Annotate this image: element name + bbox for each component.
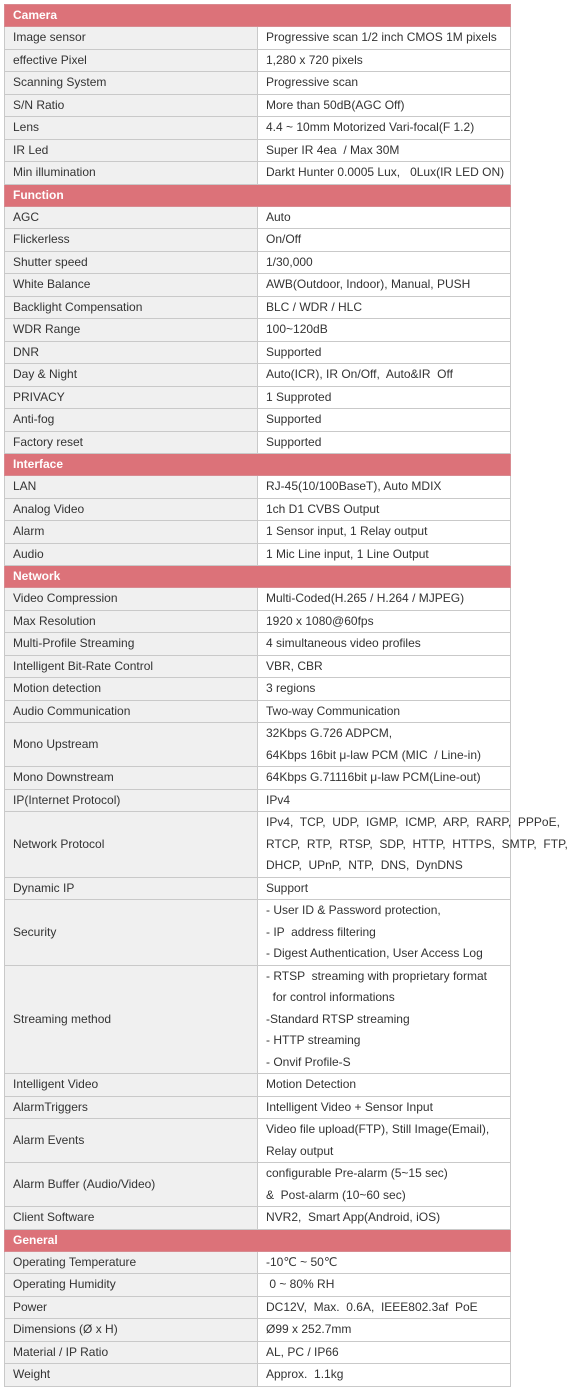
spec-value-line: -10℃ ~ 50℃ [266,1254,338,1269]
spec-row [5,678,511,701]
spec-label: Image sensor [5,27,258,50]
spec-label: IR Led [5,139,258,162]
spec-label: Mono Downstream [5,767,258,790]
spec-row [5,610,511,633]
spec-value [258,1207,511,1230]
spec-value-line: Auto [266,209,291,224]
spec-row [5,767,511,790]
spec-value [258,1274,511,1297]
spec-value-line: DC12V, Max. 0.6A, IEEE802.3af PoE [266,1299,478,1314]
spec-value-line: -Standard RTSP streaming [266,1011,410,1026]
spec-value [258,476,511,499]
spec-table [4,4,568,1387]
spec-value-line: - RTSP streaming with proprietary format [266,968,487,983]
spec-value-line: 1/30,000 [266,254,313,269]
spec-value [258,1364,511,1387]
section-header-camera [5,5,511,27]
spec-row [5,274,511,297]
spec-value [258,139,511,162]
spec-value [258,633,511,656]
spec-value-line: 64Kbps 16bit μ-law PCM (MIC / Line-in) [266,747,481,762]
spec-value-line: - Digest Authentication, User Access Log [266,946,483,960]
spec-row [5,965,511,1074]
spec-value [258,1119,511,1163]
spec-label: Shutter speed [5,251,258,274]
spec-label: Backlight Compensation [5,296,258,319]
spec-value [258,319,511,342]
spec-label: Intelligent Bit-Rate Control [5,655,258,678]
spec-row [5,633,511,656]
spec-row [5,162,511,185]
spec-label: Factory reset [5,431,258,454]
spec-row [5,296,511,319]
spec-value [258,877,511,900]
spec-row [5,341,511,364]
spec-value [258,700,511,723]
spec-value [258,409,511,432]
spec-row [5,386,511,409]
spec-value-line: BLC / WDR / HLC [266,299,363,314]
spec-value [258,1074,511,1097]
spec-value-line: - Onvif Profile-S [266,1054,351,1069]
spec-value [258,965,511,1074]
spec-value [258,900,511,966]
spec-value-line: Progressive scan 1/2 inch CMOS 1M pixels [266,30,497,44]
spec-value-line: for control informations [266,990,395,1004]
spec-label: Operating Temperature [5,1251,258,1274]
spec-value-line: Multi-Coded(H.265 / H.264 / MJPEG) [266,591,465,605]
spec-row [5,1364,511,1387]
spec-value [258,1096,511,1119]
spec-value-line: AL, PC / IP66 [266,1344,339,1359]
spec-row [5,1207,511,1230]
spec-label: Dimensions (Ø x H) [5,1319,258,1342]
spec-value-line: - User ID & Password protection, [266,903,441,917]
spec-value [258,274,511,297]
spec-row [5,1319,511,1342]
spec-value-line: Auto(ICR), IR On/Off, Auto&IR Off [266,367,453,381]
spec-row [5,364,511,387]
spec-row [5,789,511,812]
spec-value-line: Ø99 x 252.7mm [266,1322,352,1336]
spec-row [5,1074,511,1097]
spec-value-line: 1 Mic Line input, 1 Line Output [266,546,429,561]
spec-value [258,1296,511,1319]
spec-value-line: & Post-alarm (10~60 sec) [266,1187,406,1202]
spec-row [5,139,511,162]
spec-value [258,767,511,790]
spec-row [5,476,511,499]
spec-value-line: - IP address filtering [266,924,376,939]
spec-label: Dynamic IP [5,877,258,900]
spec-row [5,206,511,229]
spec-row [5,543,511,566]
spec-value-line: Support [266,880,309,895]
spec-label: WDR Range [5,319,258,342]
spec-value-line: 1 Sensor input, 1 Relay output [266,524,428,538]
spec-label: Alarm Events [5,1119,258,1163]
spec-label: effective Pixel [5,49,258,72]
spec-value-line: 4 simultaneous video profiles [266,636,421,650]
spec-label: S/N Ratio [5,94,258,117]
spec-value-line: 1920 x 1080@60fps [266,613,374,628]
spec-label: Audio Communication [5,700,258,723]
spec-row [5,498,511,521]
spec-row [5,723,511,767]
spec-row [5,877,511,900]
section-title: General [5,1229,511,1251]
spec-value [258,27,511,50]
spec-value-line: 3 regions [266,681,316,695]
spec-value [258,49,511,72]
spec-value-line: 64Kbps G.71116bit μ-law PCM(Line-out) [266,770,481,784]
spec-value [258,723,511,767]
spec-label: Max Resolution [5,610,258,633]
spec-label: Streaming method [5,965,258,1074]
spec-label: Lens [5,117,258,140]
spec-value [258,1163,511,1207]
spec-label: PRIVACY [5,386,258,409]
spec-value-line: RTCP, RTP, RTSP, SDP, HTTP, HTTPS, SMTP, FTP, [266,836,568,851]
spec-value-line: 0 ~ 80% RH [266,1277,335,1291]
spec-value-line: Two-way Communication [266,703,401,718]
spec-value [258,789,511,812]
spec-label: Security [5,900,258,966]
spec-label: AlarmTriggers [5,1096,258,1119]
spec-label: Power [5,1296,258,1319]
spec-value [258,364,511,387]
spec-value-line: Video file upload(FTP), Still Image(Email), [266,1122,490,1136]
spec-value-line: 100~120dB [266,322,328,336]
section-header-general [5,1229,511,1251]
spec-label: Client Software [5,1207,258,1230]
spec-value-line: 1,280 x 720 pixels [266,52,363,67]
spec-row [5,900,511,966]
spec-row [5,700,511,723]
spec-value [258,1319,511,1342]
spec-value-line: Progressive scan [266,75,359,89]
spec-value [258,498,511,521]
spec-row [5,251,511,274]
spec-row [5,117,511,140]
spec-label: Audio [5,543,258,566]
spec-label: IP(Internet Protocol) [5,789,258,812]
spec-value [258,386,511,409]
spec-label: Motion detection [5,678,258,701]
spec-label: Mono Upstream [5,723,258,767]
spec-value-line: IPv4, TCP, UDP, IGMP, ICMP, ARP, RARP, PPPoE, [266,815,560,829]
spec-value-line: 4.4 ~ 10mm Motorized Vari-focal(F 1.2) [266,120,475,134]
section-title: Interface [5,454,511,476]
spec-value [258,431,511,454]
spec-value-line: Super IR 4ea / Max 30M [266,142,400,157]
spec-value-line: VBR, CBR [266,658,323,673]
spec-label: Flickerless [5,229,258,252]
spec-value-line: RJ-45(10/100BaseT), Auto MDIX [266,479,442,493]
spec-row [5,319,511,342]
spec-value-line: Darkt Hunter 0.0005 Lux, 0Lux(IR LED ON) [266,165,505,179]
spec-value-line: 1 Supproted [266,389,332,404]
spec-row [5,431,511,454]
spec-value-line: - HTTP streaming [266,1033,361,1047]
spec-table-body [5,5,568,1387]
spec-label: Material / IP Ratio [5,1341,258,1364]
spec-label: Weight [5,1364,258,1387]
spec-value [258,1251,511,1274]
spec-value-line: Relay output [266,1143,334,1158]
spec-row [5,27,511,50]
section-title: Network [5,566,511,588]
spec-row [5,94,511,117]
spec-label: Alarm Buffer (Audio/Video) [5,1163,258,1207]
spec-row [5,1296,511,1319]
spec-label: Day & Night [5,364,258,387]
spec-label: Alarm [5,521,258,544]
spec-value [258,117,511,140]
spec-value [258,678,511,701]
spec-value [258,206,511,229]
spec-row [5,1274,511,1297]
spec-value-line: On/Off [266,232,302,246]
spec-value [258,655,511,678]
spec-label: Intelligent Video [5,1074,258,1097]
spec-label: White Balance [5,274,258,297]
spec-row [5,812,511,878]
spec-value [258,296,511,319]
spec-value [258,251,511,274]
spec-label: Min illumination [5,162,258,185]
spec-value [258,72,511,95]
spec-value-line: AWB(Outdoor, Indoor), Manual, PUSH [266,277,471,291]
spec-label: Analog Video [5,498,258,521]
spec-value [258,610,511,633]
spec-value [258,1341,511,1364]
spec-value [258,521,511,544]
spec-row [5,521,511,544]
spec-value [258,94,511,117]
spec-value-line: Supported [266,412,322,426]
spec-value [258,543,511,566]
spec-value-line: 32Kbps G.726 ADPCM, [266,726,393,740]
spec-row [5,1251,511,1274]
spec-value [258,162,511,185]
spec-label: LAN [5,476,258,499]
spec-value [258,341,511,364]
spec-value [258,229,511,252]
spec-value-line: 1ch D1 CVBS Output [266,501,380,516]
section-header-function [5,184,511,206]
spec-row [5,1341,511,1364]
spec-value-line: configurable Pre-alarm (5~15 sec) [266,1166,448,1180]
spec-value [258,588,511,611]
spec-label: Network Protocol [5,812,258,878]
spec-value [258,812,568,878]
spec-row [5,655,511,678]
spec-label: Scanning System [5,72,258,95]
spec-value-line: NVR2, Smart App(Android, iOS) [266,1210,441,1224]
spec-row [5,1163,511,1207]
spec-label: Video Compression [5,588,258,611]
spec-value-line: Motion Detection [266,1077,357,1091]
section-header-interface [5,454,511,476]
spec-value-line: More than 50dB(AGC Off) [266,97,405,112]
spec-value-line: Approx. 1.1kg [266,1367,344,1381]
spec-label: DNR [5,341,258,364]
section-title: Function [5,184,511,206]
spec-value-line: Supported [266,344,322,359]
spec-row [5,409,511,432]
spec-row [5,1096,511,1119]
spec-value-line: IPv4 [266,792,291,807]
spec-row [5,1119,511,1163]
spec-row [5,229,511,252]
spec-value-line: Supported [266,434,322,449]
spec-label: Multi-Profile Streaming [5,633,258,656]
spec-row [5,49,511,72]
spec-value-line: DHCP, UPnP, NTP, DNS, DynDNS [266,858,463,872]
spec-label: AGC [5,206,258,229]
spec-label: Operating Humidity [5,1274,258,1297]
section-header-network [5,566,511,588]
spec-value-line: Intelligent Video + Sensor Input [266,1099,433,1114]
spec-row [5,588,511,611]
section-title: Camera [5,5,511,27]
spec-row [5,72,511,95]
spec-label: Anti-fog [5,409,258,432]
